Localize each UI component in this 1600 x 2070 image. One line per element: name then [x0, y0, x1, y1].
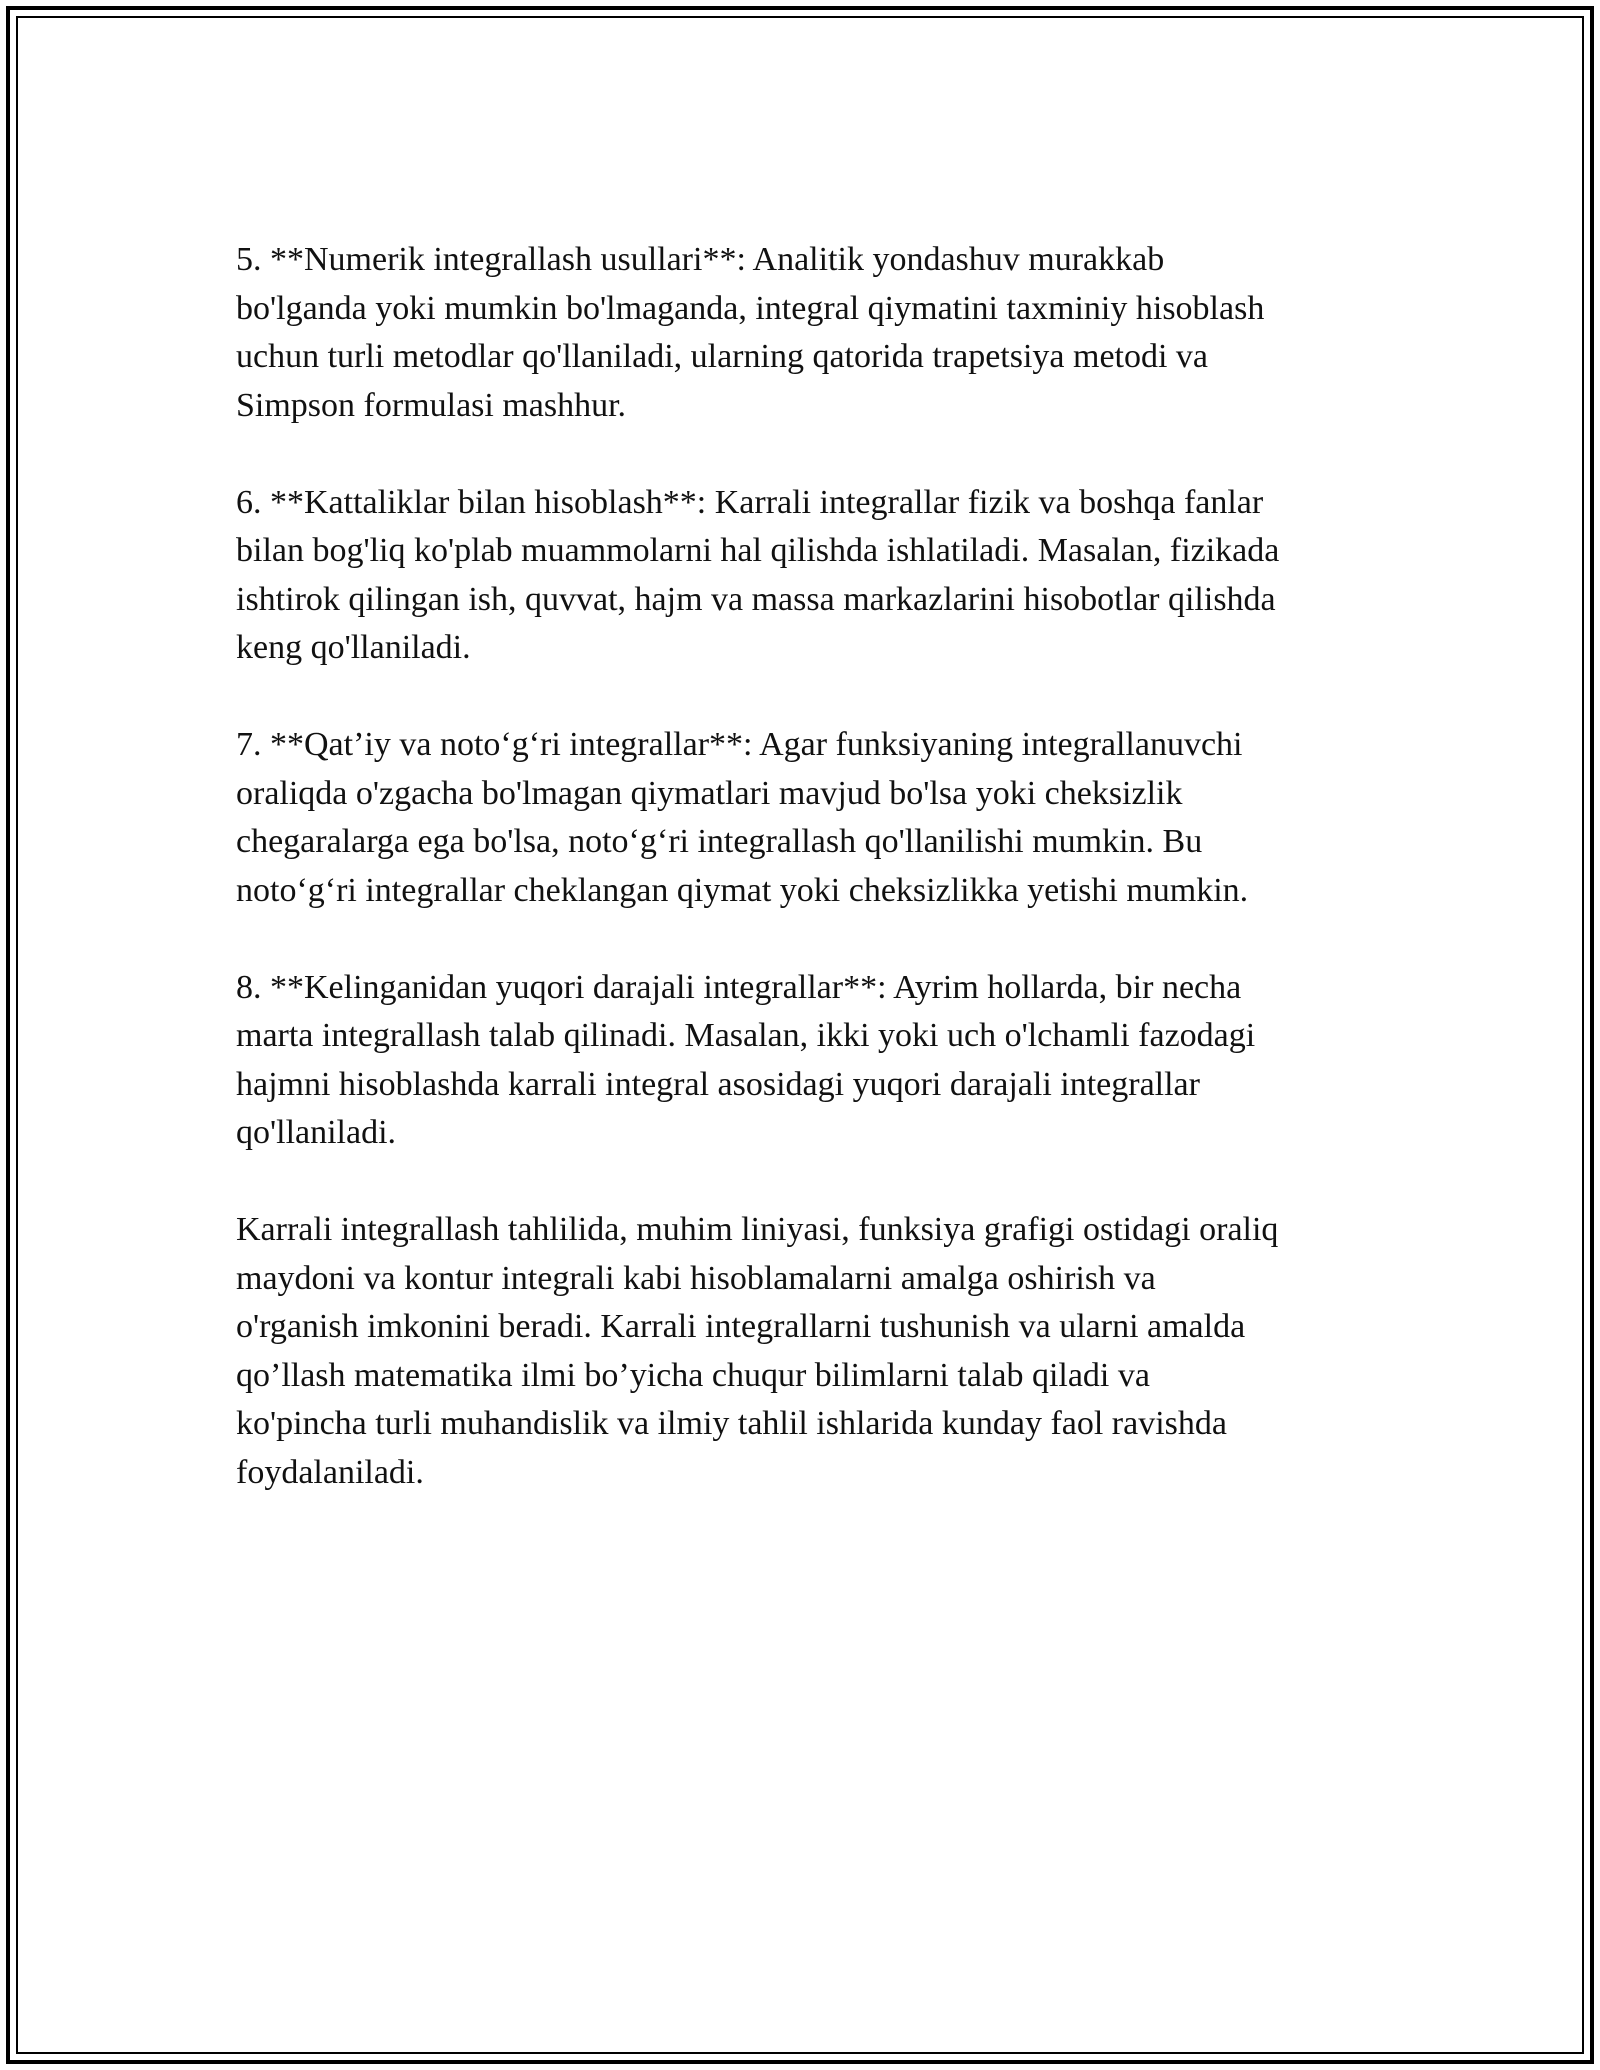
document-body [236, 236, 1376, 1546]
paragraph-higher-order-integrals: 8. **Kelinganidan yuqori darajali integrallar**: Ayrim hollarda, bir necha marta integrallash talab qilinadi. Masalan, ikki yoki uch o'lchamli fazodagi hajmni hisoblashda karrali integral asosidagi yuqori darajali integrallar qo'llaniladi. [236, 968, 1256, 1151]
paragraph-conclusion: Karrali integrallash tahlilida, muhim liniyasi, funksiya grafigi ostidagi oraliq maydoni va kontur integrali kabi hisoblamalarni amalga oshirish va o'rganish imkonini beradi. Karrali integrallarni tushunish va ularni amalda qo’llash matematika ilmi bo’yicha chuqur bilimlarni talab qiladi va ko'pincha turli muhandislik va ilmiy tahlil ishlarida kunday faol ravishda foydalaniladi. [236, 1211, 1279, 1491]
paragraph-quantities-calculation: 6. **Kattaliklar bilan hisoblash**: Karrali integrallar fizik va boshqa fanlar bilan bog'liq ko'plab muammolarni hal qilishda ishlatiladi. Masalan, fizikada ishtirok qilingan ish, quvvat, hajm va massa markazlarini hisobotlar qilishda keng qo'llaniladi. [236, 483, 1280, 666]
paragraph-numerical-integration: 5. **Numerik integrallash usullari**: Analitik yondashuv murakkab bo'lganda yoki mumkin bo'lmaganda, integral qiymatini taxminiy hisoblash uchun turli metodlar qo'llaniladi, ularning qatorida trapetsiya metodi va Simpson formulasi mashhur. [236, 241, 1265, 424]
paragraph-improper-integrals: 7. **Qat’iy va noto‘g‘ri integrallar**: Agar funksiyaning integrallanuvchi oraliqda o'zgacha bo'lmagan qiymatlari mavjud bo'lsa yoki cheksizlik chegaralarga ega bo'lsa, noto‘g‘ri integrallash qo'llanilishi mumkin. Bu noto‘g‘ri integrallar cheklangan qiymat yoki cheksizlikka yetishi mumkin. [236, 726, 1249, 909]
